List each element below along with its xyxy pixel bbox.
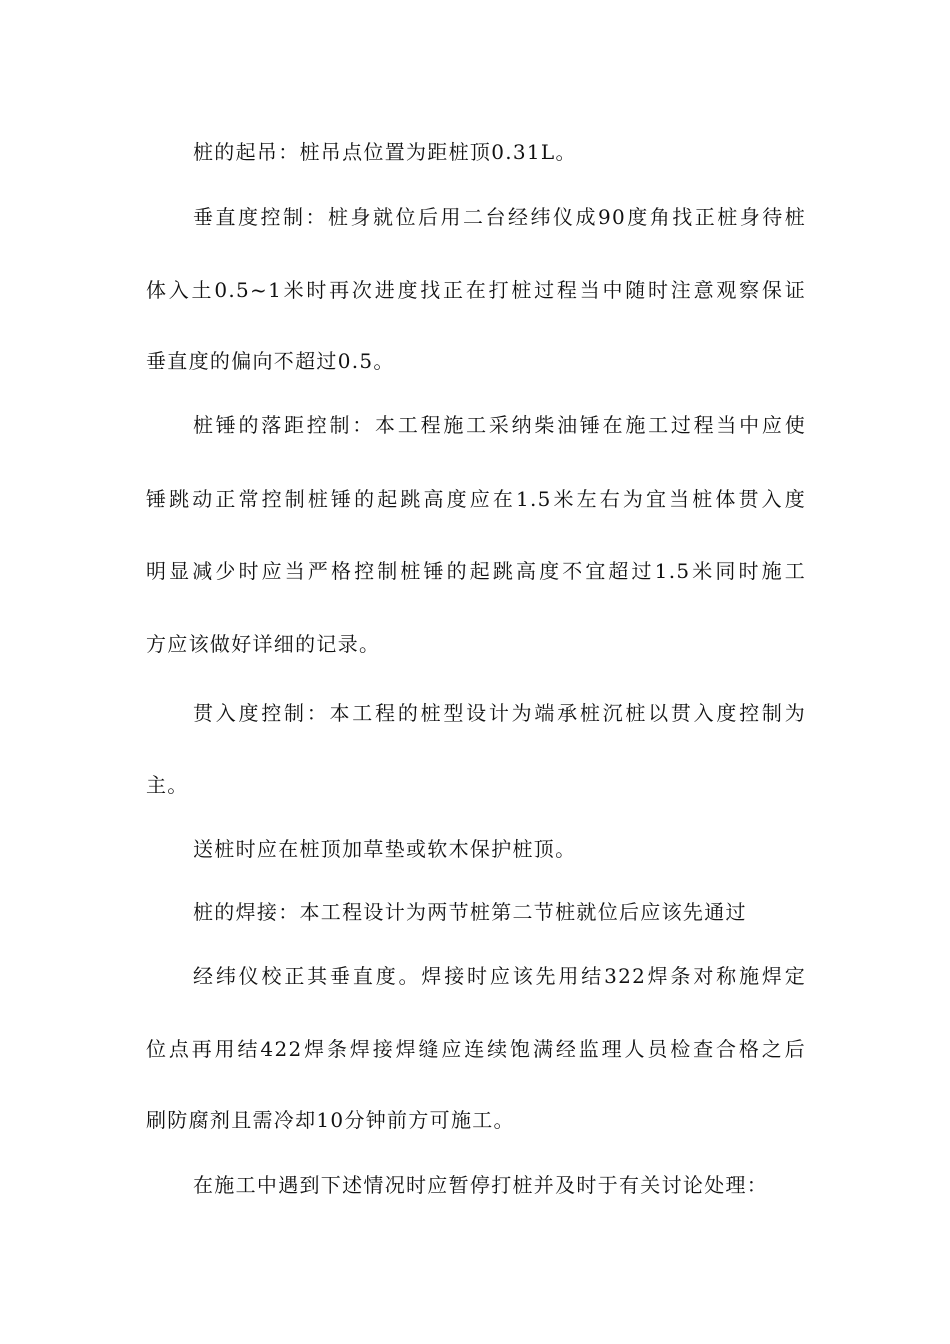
paragraph-pile-driving: 送桩时应在桩顶加草垫或软木保护桩顶。 [193,837,577,861]
paragraph-verticality-line-3: 垂直度的偏向不超过0.5。 [146,349,395,373]
paragraph-welding-line-4: 刷防腐剂且需冷却10分钟前方可施工。 [146,1108,515,1132]
paragraph-hammer-drop-line-4: 方应该做好详细的记录。 [146,632,381,656]
paragraph-welding-line-1: 桩的焊接：本工程设计为两节桩第二节桩就位后应该先通过 [193,900,747,924]
paragraph-hammer-drop-line-2: 锤跳动正常控制桩锤的起跳高度应在1.5米左右为宜当桩体贯入度 [146,487,806,511]
paragraph-penetration-line-1: 贯入度控制：本工程的桩型设计为端承桩沉桩以贯入度控制为 [193,701,806,725]
paragraph-hammer-drop-line-1: 桩锤的落距控制：本工程施工采纳柴油锤在施工过程当中应使 [193,413,806,437]
paragraph-welding-line-3: 位点再用结422焊条焊接焊缝应连续饱满经监理人员检查合格之后 [146,1037,806,1061]
paragraph-pile-lifting: 桩的起吊：桩吊点位置为距桩顶0.31L。 [193,140,577,164]
paragraph-welding-line-2: 经纬仪校正其垂直度。焊接时应该先用结322焊条对称施焊定 [193,964,806,988]
paragraph-verticality-line-2: 体入土0.5~1米时再次进度找正在打桩过程当中随时注意观察保证 [146,278,806,302]
paragraph-stop-conditions: 在施工中遇到下述情况时应暂停打桩并及时于有关讨论处理： [193,1173,769,1197]
paragraph-verticality-line-1: 垂直度控制：桩身就位后用二台经纬仪成90度角找正桩身待桩 [193,205,806,229]
paragraph-penetration-line-2: 主。 [146,773,189,797]
paragraph-hammer-drop-line-3: 明显减少时应当严格控制桩锤的起跳高度不宜超过1.5米同时施工 [146,559,806,583]
